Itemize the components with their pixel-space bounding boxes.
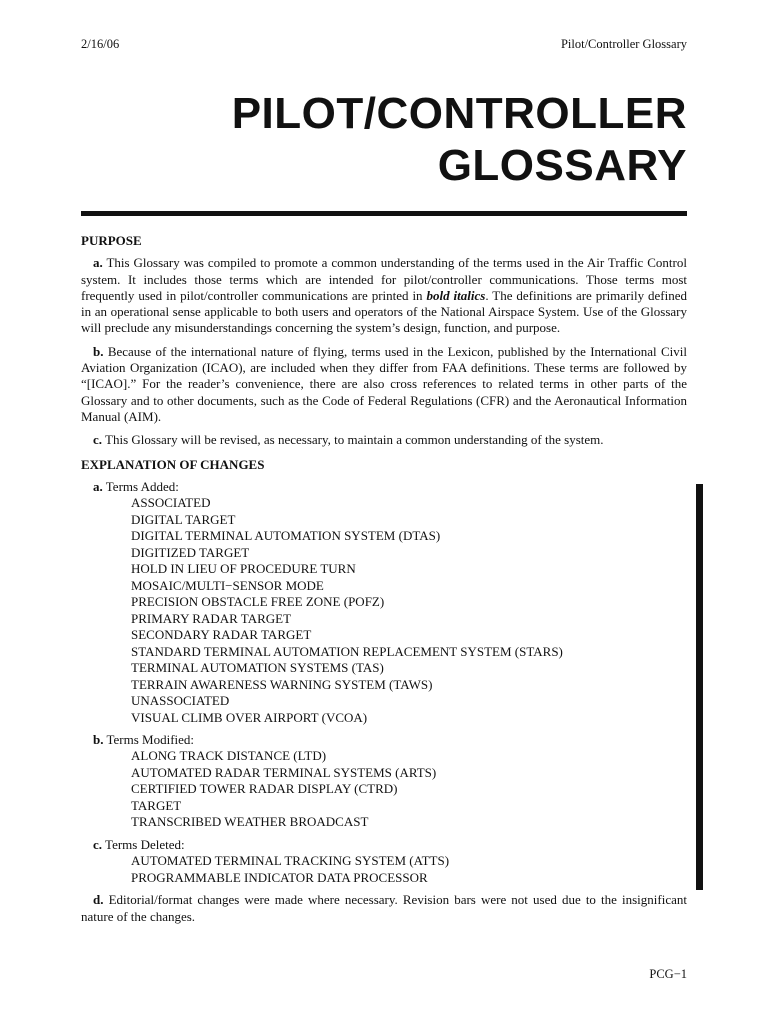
terms-modified-heading [81,732,687,748]
list-item: VISUAL CLIMB OVER AIRPORT (VCOA) [131,709,368,725]
list-item: DIGITAL TERMINAL AUTOMATION SYSTEM (DTAS) [131,528,441,544]
list-item: PROGRAMMABLE INDICATOR DATA PROCESSOR [131,869,428,885]
list-item: PRECISION OBSTACLE FREE ZONE (POFZ) [131,594,385,610]
changes-heading: EXPLANATION OF CHANGES [81,456,265,472]
purpose-paragraph-a [81,255,687,336]
list-item: TARGET [131,797,182,813]
paragraph-text: This Glossary will be revised, as necessary, to maintain a common understanding of the system. [102,432,604,448]
purpose-heading: PURPOSE [81,233,142,248]
list-item: AUTOMATED TERMINAL TRACKING SYSTEM (ATTS) [131,853,450,869]
paragraph-marker: d. [93,892,104,908]
paragraph-marker: c. [93,432,103,448]
terms-added-section [81,479,687,726]
paragraph-marker: b. [93,343,104,359]
terms-deleted-label: Terms Deleted: [102,836,185,852]
list-item: TERRAIN AWARENESS WARNING SYSTEM (TAWS) [131,676,433,692]
terms-modified-section [81,732,687,831]
list-item: TRANSCRIBED WEATHER BROADCAST [131,814,369,830]
purpose-paragraph-b [81,344,687,425]
page-title [232,88,687,192]
emphasis-text: bold italics [426,287,486,303]
list-item: DIGITAL TARGET [131,511,236,527]
title-line-2: GLOSSARY [437,141,687,190]
revision-bar [696,484,703,890]
document-body [81,233,687,932]
list-item: CERTIFIED TOWER RADAR DISPLAY (CTRD) [131,781,398,797]
title-line-1: PILOT/CONTROLLER [231,89,687,138]
paragraph-text: This Glossary was compiled to promote a common understanding of the terms used in the Air Traffic Control system. It includes those terms which are intended for pilot/controller communications. Those terms most frequently used in pilot/controller communications are printed in [81,255,687,303]
list-item: MOSAIC/MULTI−SENSOR MODE [131,577,324,593]
terms-modified-list [81,748,687,831]
list-item: UNASSOCIATED [131,693,230,709]
list-item: ASSOCIATED [131,495,211,511]
list-item: DIGITIZED TARGET [131,544,250,560]
terms-deleted-list [81,853,687,886]
terms-added-label: Terms Added: [102,478,179,494]
paragraph-marker: a. [93,478,103,494]
header-date: 2/16/06 [81,37,120,51]
terms-modified-label: Terms Modified: [103,732,195,748]
editorial-note-paragraph [81,892,687,925]
title-divider [81,211,687,216]
page-number: PCG−1 [649,967,687,981]
list-item: SECONDARY RADAR TARGET [131,627,312,643]
list-item: AUTOMATED RADAR TERMINAL SYSTEMS (ARTS) [131,764,437,780]
paragraph-text: Editorial/format changes were made where necessary. Revision bars were not used due to the insignificant nature of the changes. [81,892,687,924]
paragraph-text: Because of the international nature of flying, terms used in the Lexicon, published by the International Civil Aviation Organization (ICAO), are included when they differ from FAA definitions. These terms are followed by “[ICAO].” For the reader’s convenience, there are also cross references to related terms in other parts of the Glossary and to other documents, such as the Code of Federal Regulations (CFR) and the Aeronautical Information Manual (AIM). [81,343,687,424]
header-doc-name: Pilot/Controller Glossary [560,37,687,51]
purpose-paragraph-c [81,432,687,448]
page-header [81,37,687,52]
paragraph-marker: a. [93,255,103,271]
list-item: HOLD IN LIEU OF PROCEDURE TURN [131,561,356,577]
paragraph-marker: b. [93,732,104,748]
terms-added-list [81,495,687,726]
list-item: TERMINAL AUTOMATION SYSTEMS (TAS) [131,660,384,676]
list-item: STANDARD TERMINAL AUTOMATION REPLACEMENT SYSTEM (STARS) [131,643,563,659]
terms-added-heading [81,479,687,495]
terms-deleted-section [81,837,687,886]
paragraph-marker: c. [93,836,103,852]
list-item: ALONG TRACK DISTANCE (LTD) [131,748,327,764]
list-item: PRIMARY RADAR TARGET [131,610,292,626]
paragraph-text: . The definitions are primarily defined in an operational sense applicable to both users and operators of the National Airspace System. Use of the Glossary will preclude any misunderstandings concerning the system’s design, function, and purpose. [81,287,688,336]
terms-deleted-heading [81,837,687,853]
